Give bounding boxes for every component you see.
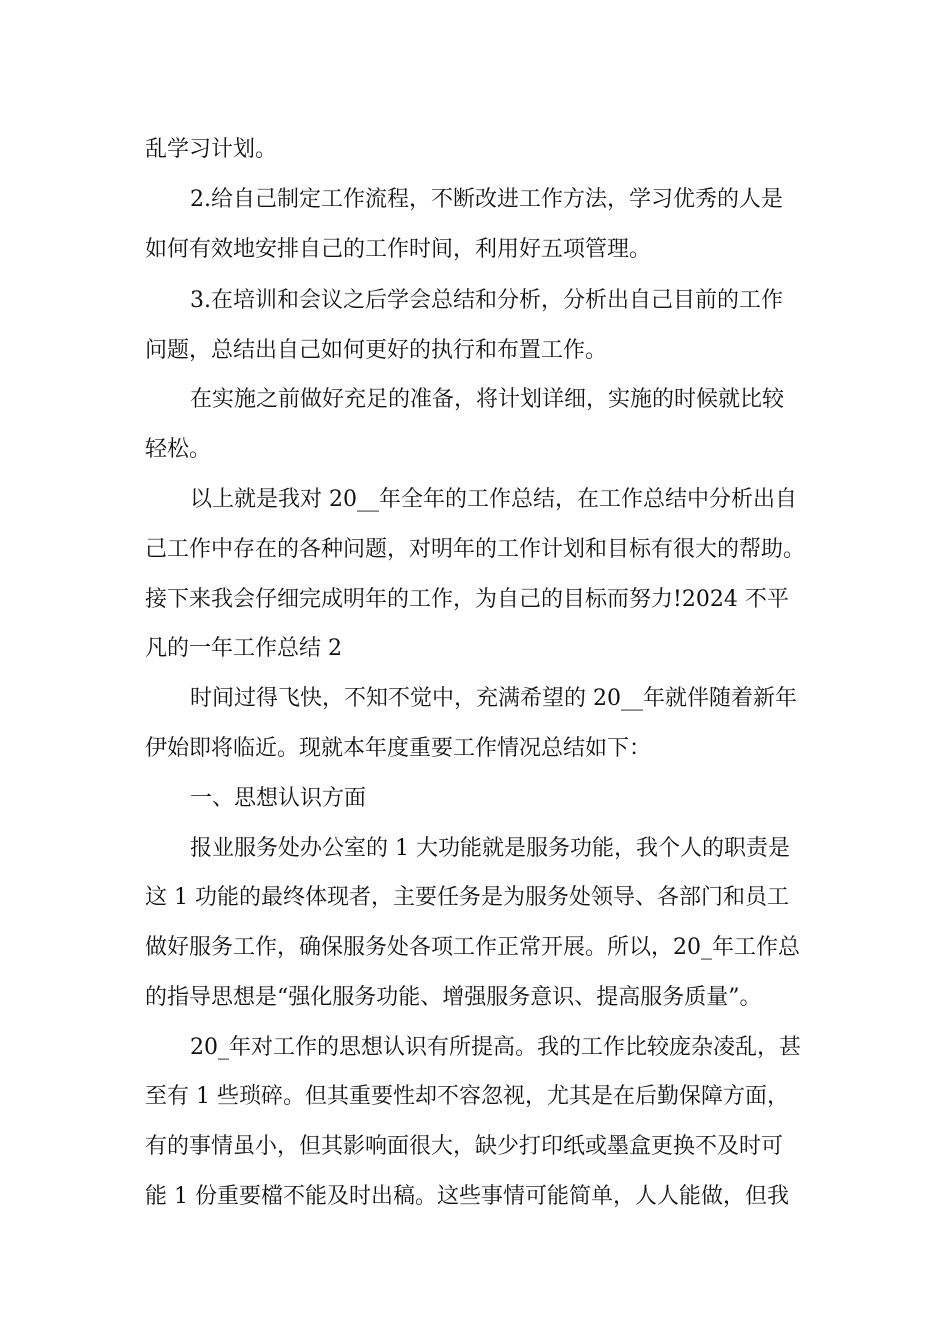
text-line: 在实施之前做好充足的准备，将计划详细，实施的时候就比较 [190,387,785,412]
text-line: 问题，总结出自己如何更好的执行和布置工作。 [145,338,608,363]
text-line: 如何有效地安排自己的工作时间，利用好五项管理。 [145,237,652,262]
text-line: 凡的一年工作总结 2 [145,636,342,661]
text-line: 有的事情虽小，但其影响面很大，缺少打印纸或墨盒更换不及时可 [145,1134,784,1159]
text-line: 至有 1 些琐碎。但其重要性却不容忽视，尤其是在后勤保障方面， [145,1084,789,1109]
text-line: 乱学习计划。 [145,137,278,162]
text-line: 20_年对工作的思想认识有所提高。我的工作比较庞杂凌乱，甚 [190,1035,801,1060]
text-line: 己工作中存在的各种问题，对明年的工作计划和目标有很大的帮助。 [145,537,806,562]
text-line: 的指导思想是“强化服务功能、增强服务意识、提高服务质量”。 [145,985,762,1010]
section-heading: 一、思想认识方面 [190,786,367,811]
text-line: 能 1 份重要檔不能及时出稿。这些事情可能简单，人人能做，但我 [145,1184,789,1209]
text-line: 报业服务处办公室的 1 大功能就是服务功能，我个人的职责是 [190,836,790,861]
text-line: 以上就是我对 20__年全年的工作总结，在工作总结中分析出自 [190,487,797,512]
text-line: 2.给自己制定工作流程，不断改进工作方法，学习优秀的人是 [190,187,783,212]
text-line: 时间过得飞快，不知不觉中，充满希望的 20__年就伴随着新年 [190,686,797,711]
text-line: 做好服务工作，确保服务处各项工作正常开展。所以，20_年工作总 [145,935,800,960]
text-line: 轻松。 [145,437,212,462]
text-line: 这 1 功能的最终体现者，主要任务是为服务处领导、各部门和员工 [145,885,789,910]
text-line: 接下来我会仔细完成明年的工作，为自己的目标而努力!2024 不平 [145,587,789,612]
text-line: 3.在培训和会议之后学会总结和分析，分析出自己目前的工作 [190,288,783,313]
text-line: 伊始即将临近。现就本年度重要工作情况总结如下： [145,736,652,761]
